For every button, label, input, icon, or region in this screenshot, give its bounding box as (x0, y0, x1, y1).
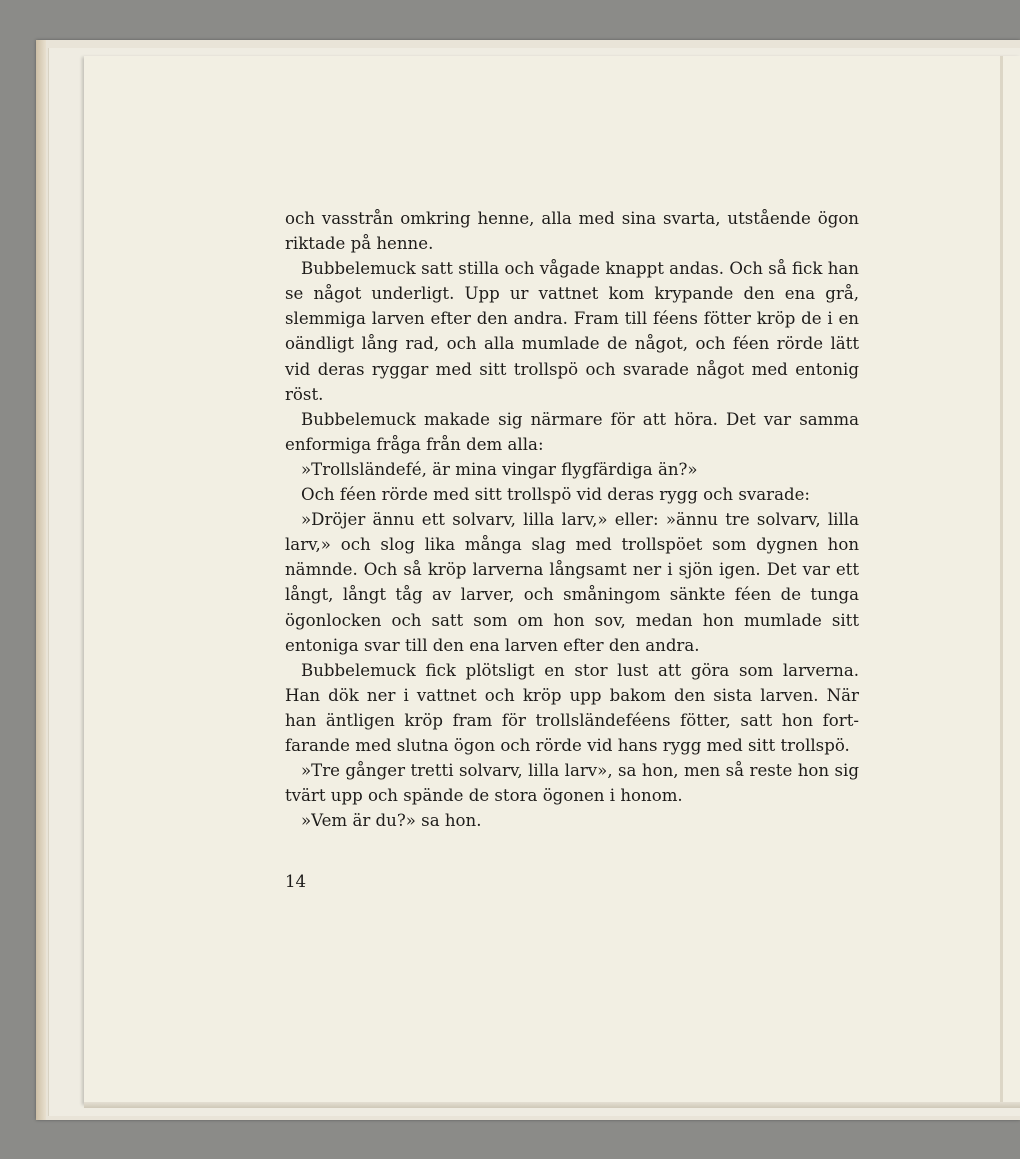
body-text (285, 206, 859, 833)
paragraph: Bubbelemuck makade sig närmare för att höra. Det var samma enformiga fråga från dem alla: (285, 409, 859, 454)
page-bottom-edge (84, 1102, 1020, 1108)
paragraph: Bubbelemuck fick plötsligt en stor lust att göra som larverna. Han dök ner i vattnet och kröp upp bakom den sista larven. När han äntligen kröp fram för trollsländeféens fötter, satt hon fortfarande med slutna ögon och rörde vid hans rygg med sitt trollspö. (285, 660, 859, 755)
cover-edge (36, 40, 46, 1120)
page-right-edge (1000, 56, 1003, 1104)
paragraph: »Dröjer ännu ett solvarv, lilla larv,» eller: »ännu tre solvarv, lilla larv,» och slog lika många slag med trollspöet som dygnen hon nämnde. Och så kröp larverna långsamt ner i sjön igen. Det var ett långt, långt tåg av larver, och småningom sänkte féen de tunga ögonlocken och satt som om hon sov, medan hon mumlade sitt entoniga svar till den ena larven efter den andra. (285, 510, 859, 655)
paragraph: »Tre gånger tretti solvarv, lilla larv», sa hon, men så reste hon sig tvärt upp och spände de stora ögonen i honom. (285, 761, 859, 806)
paragraph: och vasstrån omkring henne, alla med sina svarta, utstående ögon riktade på henne. (285, 209, 859, 254)
page-number: 14 (285, 872, 307, 891)
paragraph: »Trollsländefé, är mina vingar flygfärdiga än?» (301, 459, 698, 479)
paragraph: »Vem är du?» sa hon. (301, 811, 482, 831)
paragraph: Bubbelemuck satt stilla och vågade knappt andas. Och så fick han se något underligt. Upp ur vattnet kom krypande den ena grå, slemmiga larven efter den andra. Fram till féens fötter kröp de i en oändligt lång rad, och alla mumlade de något, och féen rörde lätt vid deras ryggar med sitt trollspö och svarade något med entonig röst. (285, 259, 859, 404)
paragraph: Och féen rörde med sitt trollspö vid deras rygg och svarade: (301, 485, 811, 505)
